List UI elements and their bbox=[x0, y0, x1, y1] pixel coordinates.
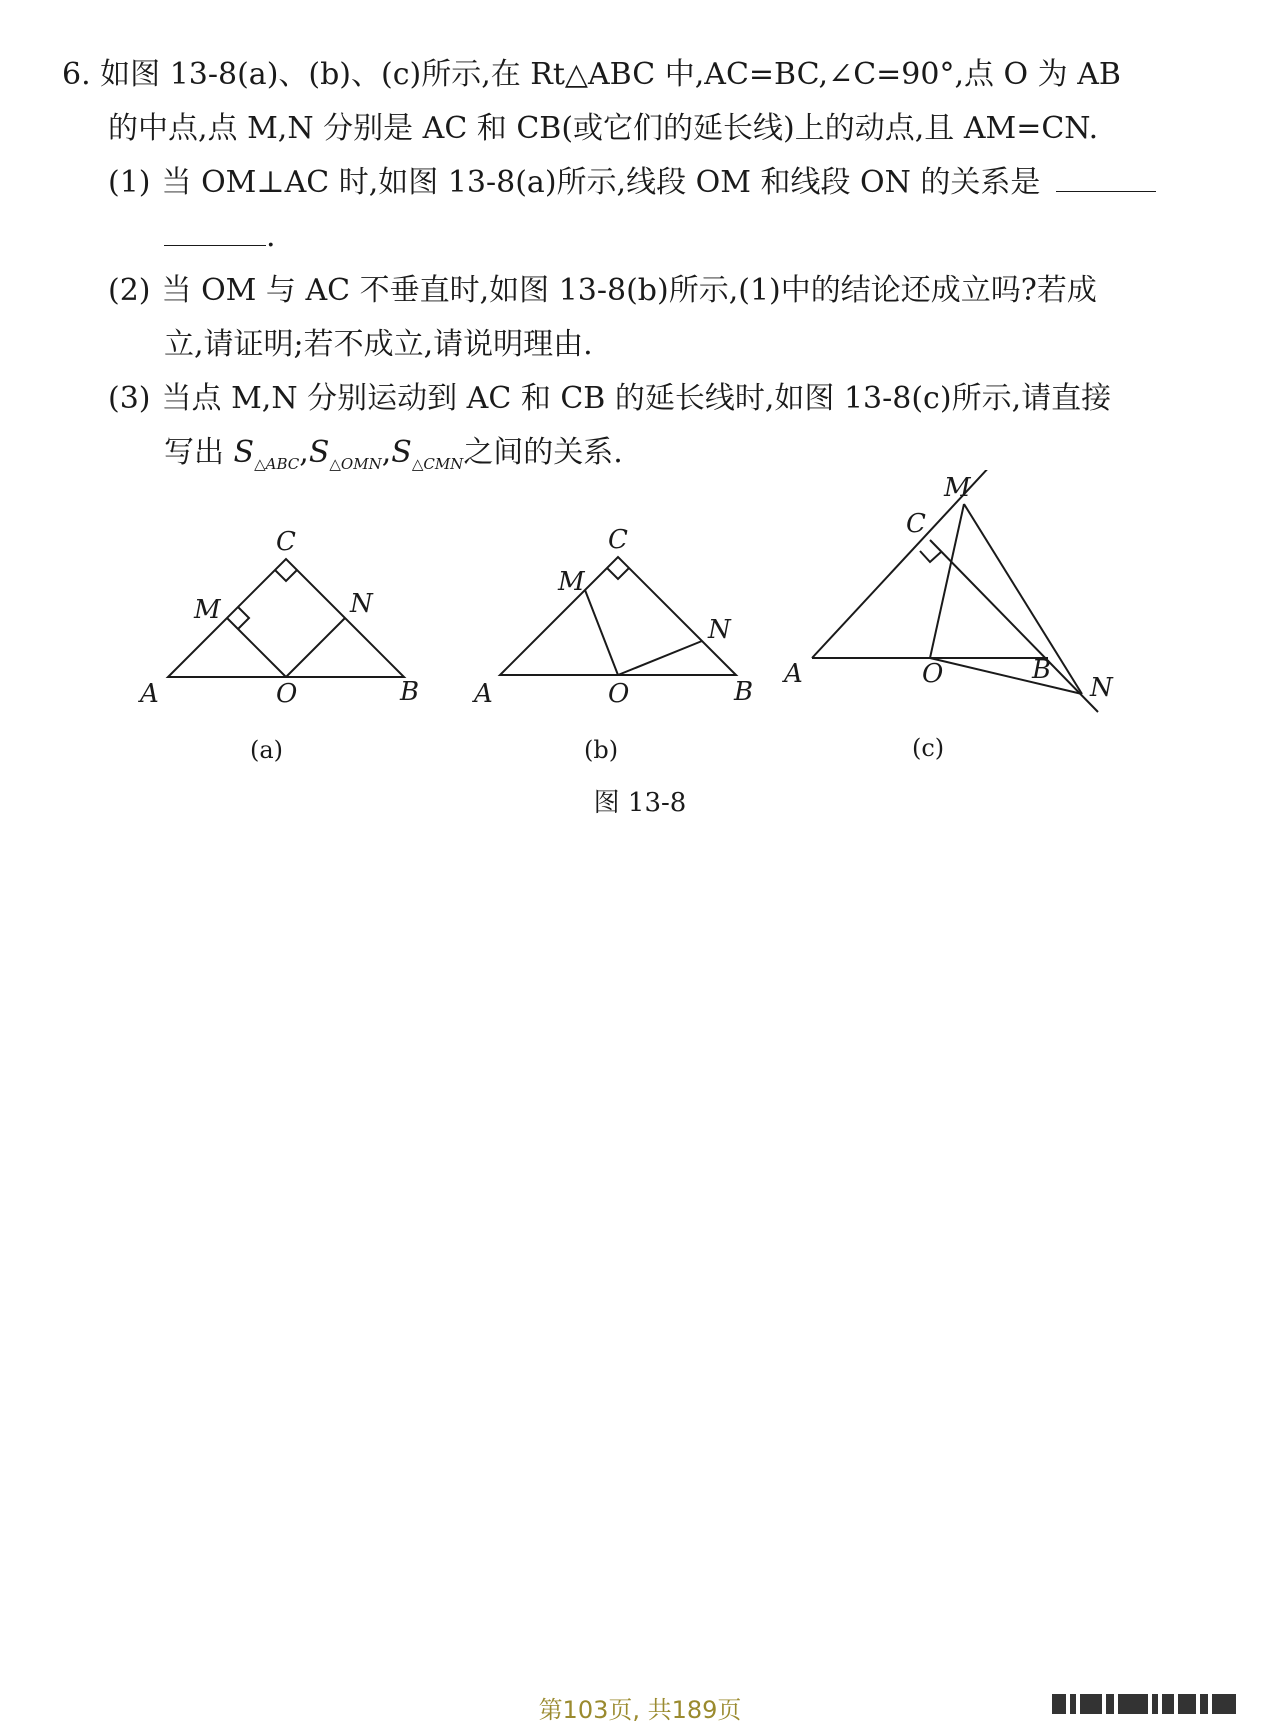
question-3-text-1: 当点 M,N 分别运动到 AC 和 CB 的延长线时,如图 13-8(c)所示,请直接 bbox=[161, 381, 1112, 416]
figure-13-8 bbox=[0, 470, 1280, 830]
label-o-b: O bbox=[608, 679, 630, 709]
segment-on-a bbox=[286, 618, 345, 677]
question-2-continuation bbox=[62, 318, 1192, 372]
label-a-a: A bbox=[140, 679, 159, 709]
caption-b: (b) bbox=[584, 736, 619, 764]
right-angle-c-b bbox=[607, 568, 629, 579]
right-angle-m-a bbox=[238, 607, 249, 629]
segment-on-c bbox=[930, 658, 1082, 694]
question-1-number: (1) bbox=[108, 165, 151, 200]
label-m-c: M bbox=[944, 473, 971, 503]
question-2-text-1: 当 OM 与 AC 不垂直时,如图 13-8(b)所示,(1)中的结论还成立吗?若成 bbox=[161, 273, 1097, 308]
segment-on-b bbox=[618, 641, 702, 675]
label-m-b: M bbox=[558, 567, 585, 597]
area-symbol-2: S bbox=[308, 435, 330, 470]
label-o-c: O bbox=[922, 659, 944, 689]
scan-marks-decoration bbox=[1052, 1694, 1252, 1714]
segment-om-b bbox=[585, 590, 618, 675]
question-3-number: (3) bbox=[108, 381, 151, 416]
answer-blank bbox=[1056, 161, 1156, 192]
answer-blank-continued bbox=[164, 215, 266, 246]
problem-6 bbox=[62, 48, 1192, 491]
figure-a bbox=[138, 527, 419, 764]
separator-2: , bbox=[381, 435, 392, 470]
label-m-a: M bbox=[194, 595, 221, 625]
label-n-a: N bbox=[350, 589, 373, 619]
label-n-b: N bbox=[708, 615, 731, 645]
area-symbol-1: S bbox=[233, 435, 255, 470]
segment-om-c bbox=[930, 504, 964, 658]
question-2-text-2: 立,请证明;若不成立,请说明理由. bbox=[164, 327, 593, 362]
right-angle-c-a bbox=[275, 570, 297, 581]
problem-number: 6. bbox=[62, 57, 91, 92]
caption-a: (a) bbox=[250, 736, 284, 764]
figure-b bbox=[472, 525, 753, 764]
segment-cb-extended-c bbox=[930, 540, 1098, 712]
question-2-number: (2) bbox=[108, 273, 151, 308]
figure-title: 图 13-8 bbox=[593, 788, 687, 818]
segment-om-a bbox=[227, 618, 286, 677]
figure-c bbox=[782, 470, 1114, 762]
question-3 bbox=[62, 372, 1192, 426]
label-b-c: B bbox=[1032, 655, 1052, 685]
separator-1: , bbox=[299, 435, 309, 470]
label-n-c: N bbox=[1090, 673, 1113, 703]
label-a-c: A bbox=[784, 659, 803, 689]
label-c-b: C bbox=[608, 525, 628, 555]
question-2 bbox=[62, 264, 1192, 318]
question-1-text: 当 OM⊥AC 时,如图 13-8(a)所示,线段 OM 和线段 ON 的关系是 bbox=[161, 165, 1041, 200]
segment-mn-c bbox=[964, 504, 1082, 694]
question-1-end: . bbox=[266, 219, 276, 254]
label-c-c: C bbox=[906, 509, 926, 539]
label-a-b: A bbox=[474, 679, 493, 709]
area-subscript-2: △OMN bbox=[329, 455, 382, 473]
area-subscript-3: △CMN bbox=[411, 455, 464, 473]
question-1-continuation bbox=[62, 210, 1192, 264]
question-3-prefix: 写出 bbox=[164, 435, 234, 470]
label-b-a: B bbox=[400, 677, 420, 707]
stem-line-2 bbox=[62, 102, 1192, 156]
question-1 bbox=[62, 156, 1192, 210]
caption-c: (c) bbox=[912, 734, 945, 762]
label-o-a: O bbox=[276, 679, 298, 709]
question-3-suffix: 之间的关系. bbox=[463, 435, 623, 470]
stem-line-1 bbox=[62, 48, 1192, 102]
label-c-a: C bbox=[276, 527, 296, 557]
stem-text-1: 如图 13-8(a)、(b)、(c)所示,在 Rt△ABC 中,AC=BC,∠C=90°,点 O 为 AB bbox=[100, 57, 1121, 92]
triangle-abc-b bbox=[500, 557, 736, 675]
area-symbol-3: S bbox=[391, 435, 412, 470]
stem-text-2: 的中点,点 M,N 分别是 AC 和 CB(或它们的延长线)上的动点,且 AM=CN. bbox=[108, 111, 1099, 146]
page-footer: 第103页, 共189页 bbox=[538, 1696, 742, 1724]
label-b-b: B bbox=[734, 677, 754, 707]
area-subscript-1: △ABC bbox=[254, 455, 300, 473]
right-angle-c-c bbox=[920, 551, 941, 562]
